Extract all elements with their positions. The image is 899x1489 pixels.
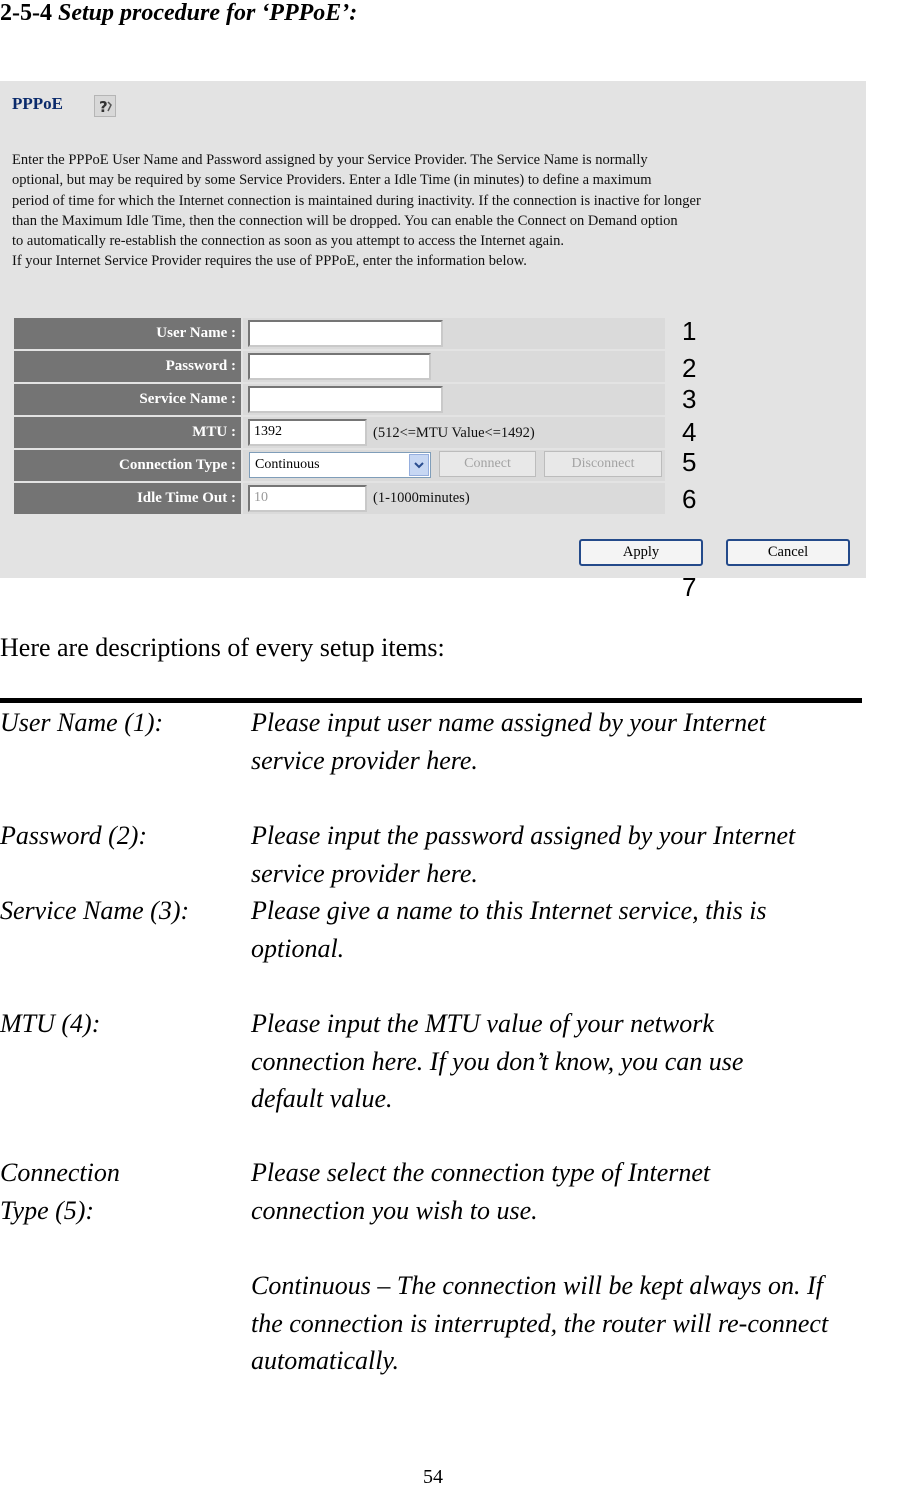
- callout-4: 4: [682, 417, 697, 447]
- desc-line: Continuous – The connection will be kept always on. If: [251, 1271, 823, 1300]
- connection-type-label: Connection Type :: [14, 450, 241, 481]
- callout-5: 5: [682, 447, 697, 477]
- connect-button[interactable]: Connect: [439, 451, 536, 477]
- callout-1: 1: [682, 316, 697, 346]
- idle-time-label: Idle Time Out :: [14, 483, 241, 514]
- intro-line: If your Internet Service Provider requires the use of PPPoE, enter the information below.: [12, 253, 527, 270]
- intro-line: Enter the PPPoE User Name and Password assigned by your Service Provider. The Service Name is normally: [12, 152, 648, 168]
- mtu-hint: (512<=MTU Value<=1492): [373, 425, 535, 441]
- password-input[interactable]: [248, 353, 431, 380]
- desc-line: Please input user name assigned by your Internet: [251, 708, 766, 737]
- password-term: Password (2):: [0, 821, 148, 850]
- connection-type-term: [0, 1154, 120, 1229]
- connection-type-select[interactable]: [249, 452, 431, 478]
- term-line: Connection: [0, 1158, 120, 1187]
- user-name-desc: [251, 704, 766, 779]
- desc-line: Please input the MTU value of your network: [251, 1009, 714, 1038]
- desc-line: Please give a name to this Internet service, this is: [251, 896, 767, 925]
- password-desc: [251, 817, 795, 892]
- callout-6: 6: [682, 484, 697, 514]
- service-name-desc: [251, 892, 767, 967]
- desc-line: optional.: [251, 933, 345, 963]
- desc-line: automatically.: [251, 1346, 400, 1375]
- desc-line: the connection is interrupted, the router will re-connect: [251, 1308, 829, 1338]
- continuous-desc: [251, 1267, 828, 1380]
- intro-line: to automatically re-establish the connection as soon as you attempt to access the Internet again.: [12, 233, 565, 250]
- section-heading: [0, 0, 357, 27]
- user-name-term: User Name (1):: [0, 708, 164, 737]
- service-name-term: Service Name (3):: [0, 896, 190, 925]
- chevron-down-icon[interactable]: [409, 454, 429, 476]
- desc-line: service provider here.: [251, 745, 478, 775]
- disconnect-button[interactable]: Disconnect: [544, 451, 662, 477]
- desc-line: connection you wish to use.: [251, 1195, 538, 1225]
- connection-type-value: Continuous: [255, 457, 320, 472]
- callout-3: 3: [682, 384, 697, 414]
- section-number: 2-5-4: [0, 0, 52, 26]
- desc-line: Please input the password assigned by your Internet: [251, 821, 796, 850]
- desc-line: Please select the connection type of Internet: [251, 1158, 711, 1187]
- page-number: 54: [423, 1466, 443, 1488]
- password-label: Password :: [14, 351, 241, 382]
- help-icon[interactable]: [94, 95, 116, 117]
- callout-7: 7: [682, 572, 697, 602]
- term-line: Type (5):: [0, 1195, 95, 1225]
- mtu-desc: [251, 1005, 743, 1118]
- desc-line: service provider here.: [251, 858, 478, 888]
- intro-line: period of time for which the Internet connection is maintained during inactivity. If the connection is inactive for longer: [12, 192, 701, 209]
- intro-line: than the Maximum Idle Time, then the connection will be dropped. You can enable the Connect on Demand option: [12, 212, 678, 229]
- panel-title: PPPoE: [12, 94, 63, 113]
- section-title: Setup procedure for ‘PPPoE’:: [57, 0, 358, 26]
- user-name-label: User Name :: [14, 318, 241, 349]
- intro-line: optional, but may be required by some Service Providers. Enter a Idle Time (in minutes) to define a maximum: [12, 172, 652, 189]
- descriptions-intro: Here are descriptions of every setup items:: [0, 633, 445, 662]
- svg-text:?: ?: [99, 98, 108, 116]
- mtu-input[interactable]: 1392: [248, 419, 367, 446]
- connection-type-desc: [251, 1154, 710, 1229]
- apply-button[interactable]: Apply: [579, 539, 703, 566]
- divider: [0, 698, 862, 703]
- idle-time-input[interactable]: 10: [248, 485, 367, 512]
- service-name-input[interactable]: [248, 386, 443, 413]
- mtu-label: MTU :: [14, 417, 241, 448]
- desc-line: default value.: [251, 1084, 393, 1113]
- idle-time-hint: (1-1000minutes): [373, 490, 470, 506]
- panel-intro: [12, 150, 862, 272]
- mtu-term: MTU (4):: [0, 1009, 101, 1038]
- cancel-button[interactable]: Cancel: [726, 539, 850, 566]
- user-name-input[interactable]: [248, 320, 443, 347]
- service-name-label: Service Name :: [14, 384, 241, 415]
- desc-line: connection here. If you don’t know, you can use: [251, 1046, 744, 1076]
- callout-2: 2: [682, 353, 697, 383]
